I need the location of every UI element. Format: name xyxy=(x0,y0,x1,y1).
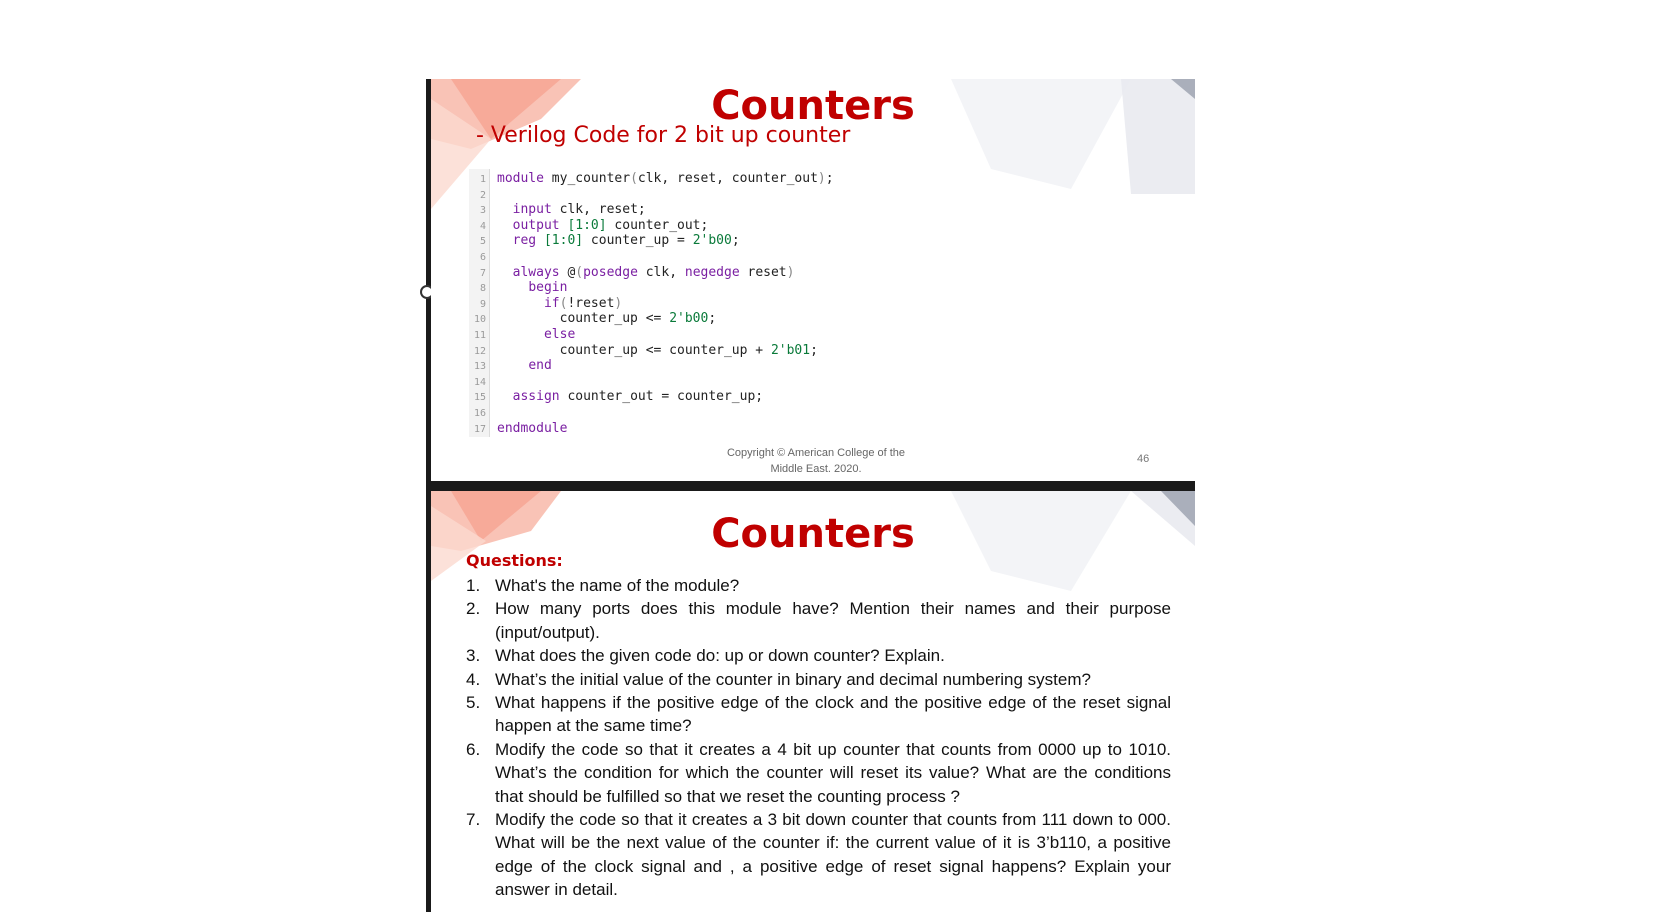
code-line xyxy=(469,343,1159,359)
code-text: if(!reset) xyxy=(543,295,623,311)
question-number: 1. xyxy=(466,576,481,595)
line-number: 14 xyxy=(473,376,486,388)
question-number: 6. xyxy=(466,739,481,759)
line-number: 4 xyxy=(479,220,486,232)
line-number: 15 xyxy=(473,392,486,404)
code-text: output [1:0] counter_out; xyxy=(512,217,709,233)
copyright-notice xyxy=(671,445,961,477)
slide-verilog-code xyxy=(431,79,1195,481)
code-line xyxy=(469,171,1159,187)
code-text: always @(posedge clk, negedge reset) xyxy=(512,264,795,280)
question-item xyxy=(466,668,1171,691)
code-text: begin xyxy=(528,280,568,296)
copyright-line: Copyright © American College of the xyxy=(726,447,906,459)
slide-questions xyxy=(431,491,1195,912)
question-number: 7. xyxy=(466,810,481,830)
code-line xyxy=(469,280,1159,296)
questions-list xyxy=(466,574,1171,902)
code-line xyxy=(469,265,1159,281)
question-item xyxy=(466,808,1171,902)
code-line xyxy=(469,358,1159,374)
question-item xyxy=(466,738,1171,808)
question-text: How many ports does this module have? Mention their names and their purpose (input/output). xyxy=(495,599,1171,642)
code-line xyxy=(469,187,1159,203)
code-line xyxy=(469,218,1159,234)
code-text: module my_counter(clk, reset, counter_out); xyxy=(497,171,834,186)
line-number: 2 xyxy=(479,189,486,201)
code-text: counter_up <= counter_up + 2'b01; xyxy=(497,342,818,358)
question-text: What happens if the positive edge of the clock and the positive edge of the reset signal happen at the same time? xyxy=(495,693,1171,736)
questions-label: Questions: xyxy=(466,551,563,570)
slide-title: Counters xyxy=(711,83,915,129)
question-item xyxy=(466,644,1171,667)
line-number: 7 xyxy=(479,267,486,279)
question-text: What's the name of the module? xyxy=(495,576,740,595)
line-number: 9 xyxy=(479,298,486,310)
page-number: 46 xyxy=(1137,453,1150,465)
question-item xyxy=(466,597,1171,644)
slide-separator xyxy=(431,481,1195,491)
line-number: 10 xyxy=(473,314,486,326)
code-line xyxy=(469,389,1159,405)
code-text: input clk, reset; xyxy=(512,202,646,218)
question-number: 4. xyxy=(466,669,481,689)
question-text: What does the given code do: up or down counter? Explain. xyxy=(495,646,945,666)
question-item xyxy=(466,574,1171,597)
code-line xyxy=(469,374,1159,390)
code-block xyxy=(469,169,1159,437)
question-item xyxy=(466,691,1171,738)
line-number: 13 xyxy=(473,361,486,373)
line-number: 8 xyxy=(479,283,486,295)
line-number: 5 xyxy=(479,236,486,248)
question-text: Modify the code so that it creates a 3 bit down counter that counts from 111 down to 000. What will be the next value of the counter if: the current value of it is 3’b110, a positive edge of the clock signal and , a positive edge of reset signal happens? Explain your answer in detail. xyxy=(495,810,1171,900)
line-number: 12 xyxy=(473,345,486,357)
question-number: 3. xyxy=(466,646,481,666)
line-number: 11 xyxy=(473,330,486,341)
code-text: end xyxy=(528,358,552,374)
line-number: 6 xyxy=(479,252,486,263)
question-number: 5. xyxy=(466,693,481,713)
code-line xyxy=(469,421,1159,437)
code-line xyxy=(469,311,1159,327)
code-line xyxy=(469,327,1159,343)
line-number: 17 xyxy=(473,423,486,435)
slide-subtitle: - Verilog Code for 2 bit up counter xyxy=(476,123,851,148)
line-number: 16 xyxy=(473,408,486,419)
code-line xyxy=(469,249,1159,265)
code-line xyxy=(469,233,1159,249)
code-line xyxy=(469,202,1159,218)
question-text: Modify the code so that it creates a 4 bit up counter that counts from 0000 up to 1010. What’s the condition for which the counter will reset its value? What are the conditions that should be fulfilled so that we reset the counting process ? xyxy=(495,739,1171,806)
code-text: assign counter_out = counter_up; xyxy=(512,389,764,405)
code-line xyxy=(469,296,1159,312)
code-text: reg [1:0] counter_up = 2'b00; xyxy=(512,233,740,249)
code-text: endmodule xyxy=(497,420,568,436)
line-number: 3 xyxy=(479,205,486,217)
question-text: What’s the initial value of the counter in binary and decimal numbering system? xyxy=(495,669,1091,689)
line-number: 1 xyxy=(479,174,486,185)
code-text: counter_up <= 2'b00; xyxy=(497,311,717,327)
code-text: else xyxy=(543,327,576,342)
slide-title: Counters xyxy=(711,511,915,557)
copyright-line: Middle East. 2020. xyxy=(770,463,862,475)
code-line xyxy=(469,405,1159,421)
question-number: 2. xyxy=(466,599,481,619)
